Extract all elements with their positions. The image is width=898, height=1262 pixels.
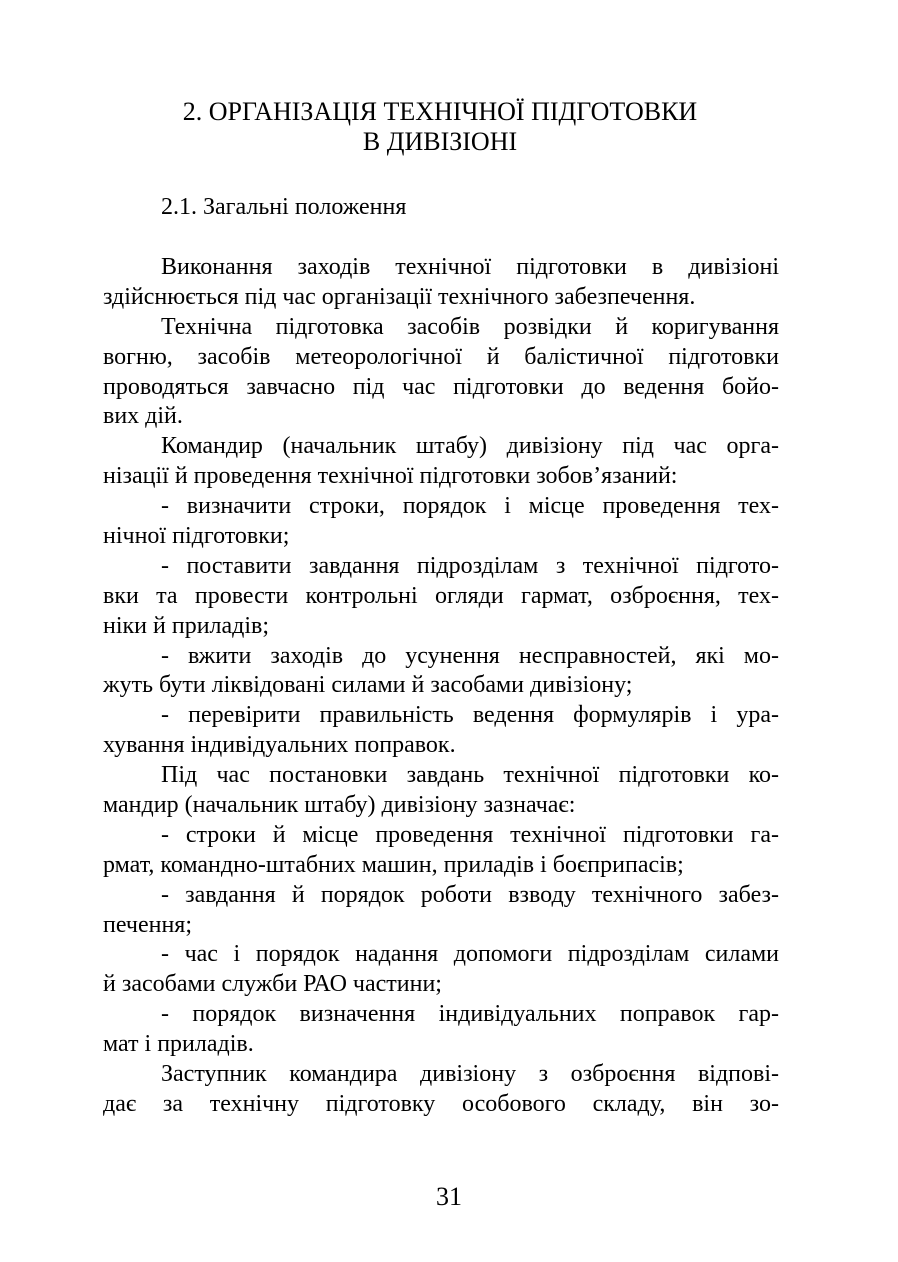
text-line: - перевірити правильність ведення формулярів і ура- bbox=[161, 702, 779, 729]
text-line: вки та провести контрольні огляди гармат, озброєння, тех- bbox=[103, 582, 779, 609]
text-line: здійснюється під час організації технічного забезпечення. bbox=[103, 283, 696, 310]
text-line: дає за технічну підготовку особового складу, він зо- bbox=[103, 1090, 779, 1117]
text-line: рмат, командно-штабних машин, приладів і боєприпасів; bbox=[103, 851, 684, 878]
text-line: Технічна підготовка засобів розвідки й коригування bbox=[161, 313, 779, 340]
body-text bbox=[103, 253, 779, 1120]
text-line: - вжити заходів до усунення несправностей, які мо- bbox=[161, 642, 779, 669]
section-heading: 2.1. Загальні положення bbox=[161, 194, 407, 220]
text-line: - порядок визначення індивідуальних поправок гар- bbox=[161, 1001, 779, 1028]
text-line: Під час постановки завдань технічної підготовки ко- bbox=[161, 762, 779, 789]
chapter-heading bbox=[100, 97, 780, 157]
text-line: нічної підготовки; bbox=[103, 523, 290, 550]
text-line: - час і порядок надання допомоги підрозділам силами bbox=[161, 941, 779, 968]
page-number: 31 bbox=[436, 1182, 462, 1211]
text-line: хування індивідуальних поправок. bbox=[103, 732, 456, 759]
text-line: вих дій. bbox=[103, 403, 183, 430]
text-line: - строки й місце проведення технічної підготовки га- bbox=[161, 821, 779, 848]
text-line: й засобами служби РАО частини; bbox=[103, 971, 442, 998]
text-line: Заступник командира дивізіону з озброєння відпові- bbox=[161, 1061, 779, 1088]
text-line: мандир (начальник штабу) дивізіону зазначає: bbox=[103, 792, 576, 819]
text-line: печення; bbox=[103, 911, 193, 938]
chapter-heading-line-1: 2. ОРГАНІЗАЦІЯ ТЕХНІЧНОЇ ПІДГОТОВКИ bbox=[182, 97, 698, 126]
chapter-heading-line-2: В ДИВІЗІОНІ bbox=[362, 127, 518, 156]
text-line: - визначити строки, порядок і місце проведення тех- bbox=[161, 493, 779, 520]
text-line: Командир (начальник штабу) дивізіону під час орга- bbox=[161, 433, 779, 460]
text-line: жуть бути ліквідовані силами й засобами дивізіону; bbox=[103, 672, 633, 699]
text-line: нізації й проведення технічної підготовки зобов’язаний: bbox=[103, 463, 678, 490]
text-line: проводяться завчасно під час підготовки до ведення бойо- bbox=[103, 373, 779, 400]
text-line: - поставити завдання підрозділам з технічної підгото- bbox=[161, 552, 779, 579]
text-line: Виконання заходів технічної підготовки в дивізіоні bbox=[161, 254, 779, 280]
text-line: ніки й приладів; bbox=[103, 612, 270, 639]
text-line: - завдання й порядок роботи взводу технічного забез- bbox=[161, 881, 779, 908]
text-line: мат і приладів. bbox=[103, 1031, 254, 1058]
text-line: вогню, засобів метеорологічної й балістичної підготовки bbox=[103, 343, 779, 370]
